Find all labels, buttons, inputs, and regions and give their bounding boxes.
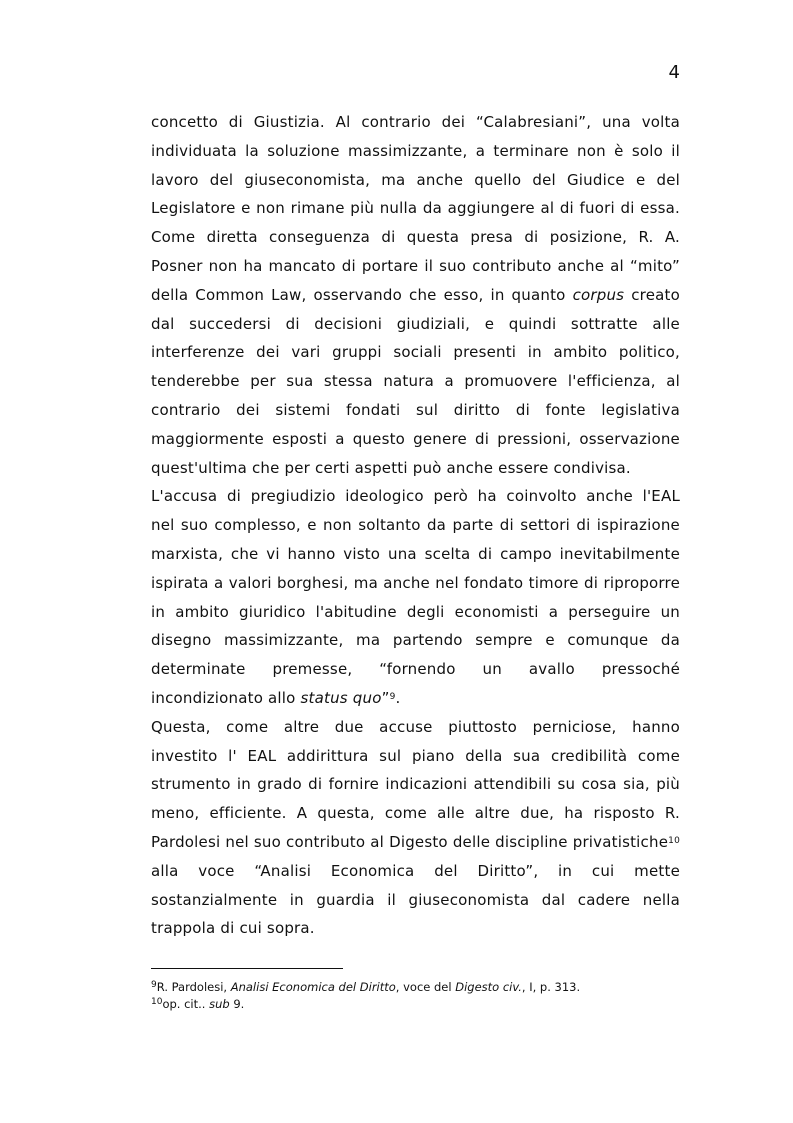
- footnote-ref[interactable]: 9: [389, 691, 396, 702]
- text-line: in ambito giuridico l'abitudine degli economisti a perseguire un: [151, 602, 680, 621]
- text-line: dal succedersi di decisioni giudiziali, e quindi sottratte alle: [151, 314, 680, 333]
- text-line: concetto di Giustizia. Al contrario dei “Calabresiani”, una volta: [151, 113, 680, 131]
- text-line: marxista, che vi hanno visto una scelta di campo inevitabilmente: [151, 544, 680, 563]
- text-line: individuata la soluzione massimizzante, a terminare non è solo il: [151, 141, 680, 160]
- text-line: Questa, come altre due accuse piuttosto perniciose, hanno: [151, 717, 680, 736]
- text-line: Come diretta conseguenza di questa presa di posizione, R. A.: [151, 228, 680, 247]
- text-line: contrario dei sistemi fondati sul diritto di fonte legislativa: [151, 400, 680, 419]
- footnote-9: $^9$R. Pardolesi, Analisi Economica del Diritto, voce del Digesto civ., I, p. 313.: [151, 980, 581, 994]
- text-line: nel suo complesso, e non soltanto da parte di settori di ispirazione: [151, 516, 680, 535]
- text-line: determinate premesse, “fornendo un avallo pressoché: [151, 660, 680, 679]
- text-line: strumento in grado di fornire indicazioni attendibili su cosa sia, più: [151, 775, 680, 794]
- text-line: alla voce “Analisi Economica del Diritto”, in cui mette: [151, 861, 680, 880]
- body-text: [151, 108, 680, 943]
- text-line: quest'ultima che per certi aspetti può anche essere condivisa.: [151, 458, 631, 477]
- text-line: tenderebbe per sua stessa natura a promuovere l'efficienza, al: [151, 372, 680, 391]
- text-line: lavoro del giuseconomista, ma anche quello del Giudice e del: [151, 170, 680, 189]
- text-line: incondizionato allo status quo”$^9$.: [151, 688, 401, 707]
- text-line: Posner non ha mancato di portare il suo contributo anche al “mito”: [151, 256, 680, 275]
- footnote-ref[interactable]: 10: [668, 835, 680, 846]
- text-line: ispirata a valori borghesi, ma anche nel fondato timore di riproporre: [151, 573, 680, 592]
- text-line: L'accusa di pregiudizio ideologico però ha coinvolto anche l'EAL: [151, 487, 680, 506]
- text-line: Legislatore e non rimane più nulla da aggiungere al di fuori di essa.: [151, 199, 680, 218]
- text-line: disegno massimizzante, ma partendo sempre e comunque da: [151, 631, 680, 650]
- text-line: meno, efficiente. A questa, come alle altre due, ha risposto R.: [151, 804, 680, 823]
- text-line: Pardolesi nel suo contributo al Digesto delle discipline privatistiche$^{10}$: [151, 832, 680, 851]
- footnotes: [151, 979, 680, 1013]
- text-line: maggiormente esposti a questo genere di pressioni, osservazione: [151, 429, 680, 448]
- text-line: interferenze dei vari gruppi sociali presenti in ambito politico,: [151, 343, 680, 362]
- footnote-divider: [151, 968, 343, 969]
- text-line: trappola di cui sopra.: [151, 919, 315, 938]
- footnote-10: $^{10}$op. cit.. sub 9.: [151, 997, 245, 1011]
- page-number: 4: [668, 62, 680, 83]
- text-line: investito l' EAL addirittura sul piano della sua credibilità come: [151, 746, 680, 765]
- text-line: della Common Law, osservando che esso, in quanto corpus creato: [151, 285, 680, 304]
- text-line: sostanzialmente in guardia il giuseconomista dal cadere nella: [151, 890, 680, 909]
